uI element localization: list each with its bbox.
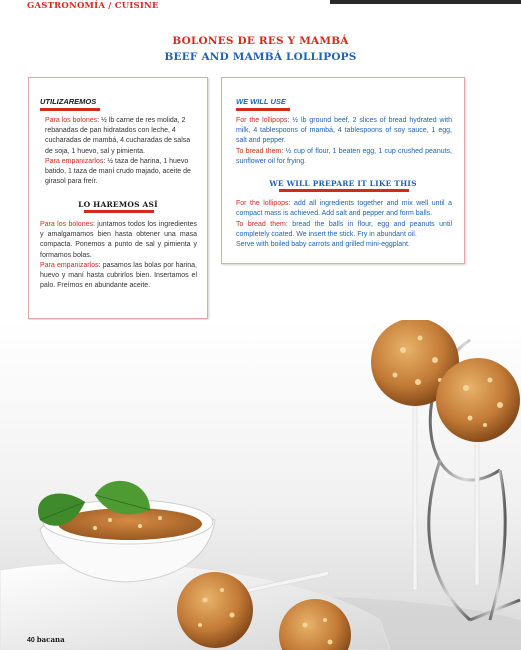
text: : pasamos las bolas por harina, huevo y maní hasta cubrirlos bien. Insertamos el palo. Freímos en abundante aceite. [40, 262, 197, 290]
lollipop-ball [177, 572, 253, 648]
heading-underline [236, 108, 290, 111]
text: : ½ lb ground beef, 2 slices of bread hydrated with milk, 4 tablespoons of mambá, 4 tablespoons of soy sauce, 1 egg, salt and pepper. [236, 117, 452, 145]
label: To bread them [236, 221, 286, 228]
label: Para empanizarlos [45, 158, 104, 165]
lollipop-ball [436, 358, 520, 442]
section-label: GASTRONOMÍA / CUISINE [27, 1, 159, 11]
recipe-title-spanish: BOLONES DE RES Y MAMBÁ [172, 35, 349, 47]
text: : juntamos todos los ingredientes y amalgamamos bien hasta obtener una masa compacta. Ponemos a punto de sal y pimienta y formamos bolas. [40, 221, 197, 259]
method-breading-en [236, 220, 452, 251]
heading-underline [84, 210, 154, 213]
method-lollipops-en [236, 199, 452, 219]
label: For the lollipops [236, 117, 288, 124]
top-rule [330, 0, 521, 4]
method-lollipops-es [40, 220, 197, 261]
ingredients-lollipops-es [45, 116, 197, 157]
ingredients-breading-en [236, 147, 452, 167]
method-breading-es [40, 261, 197, 292]
method-heading-es: LO HAREMOS ASÍ [78, 200, 158, 209]
text: : add all ingredients together and mix well until a compact mass is achieved. Add salt and pepper and form balls. [236, 200, 453, 218]
label: Para los bolones [40, 221, 93, 228]
serving-suggestion: Serve with boiled baby carrots and grilled mini-eggplant. [236, 241, 410, 249]
text: : ½ cup of flour, 1 beaten egg, 1 cup crushed peanuts, sunflower oil for frying. [236, 148, 453, 166]
magazine-brand: bacana [36, 635, 65, 644]
text: : bread the balls in flour, egg and peanuts until completely coated. We insert the stick. Fry in abundant oil. [236, 221, 453, 239]
label: Para empanizarlos [40, 262, 99, 269]
page-footer [27, 635, 65, 644]
page-number: 40 [27, 637, 35, 644]
recipe-title-english: BEEF AND MAMBÁ LOLLIPOPS [164, 51, 357, 63]
recipe-card-english [221, 77, 465, 264]
heading-underline [279, 189, 409, 192]
ingredients-lollipops-en [236, 116, 452, 147]
ingredients-heading-es: UTILIZAREMOS [40, 97, 97, 106]
dish-photo [0, 320, 521, 650]
label: Para los bolones [45, 117, 98, 124]
label: To bread them [236, 148, 282, 155]
ingredients-heading-en: WE WILL USE [236, 97, 286, 106]
recipe-card-spanish [28, 77, 208, 319]
text: : ½ lb carne de res molida, 2 rebanadas de pan hidratados con leche, 4 cucharadas de mambá, 4 cucharadas de salsa de soja, 1 huevo, sal y pimienta. [45, 117, 191, 155]
text: : ½ taza de harina, 1 huevo batido, 1 taza de maní crudo majado, aceite de girasol para freír. [45, 158, 191, 186]
label: For the lollipops [236, 200, 289, 207]
ingredients-breading-es [45, 157, 197, 188]
heading-underline [40, 108, 100, 111]
method-heading-en: WE WILL PREPARE IT LIKE THIS [269, 179, 417, 188]
